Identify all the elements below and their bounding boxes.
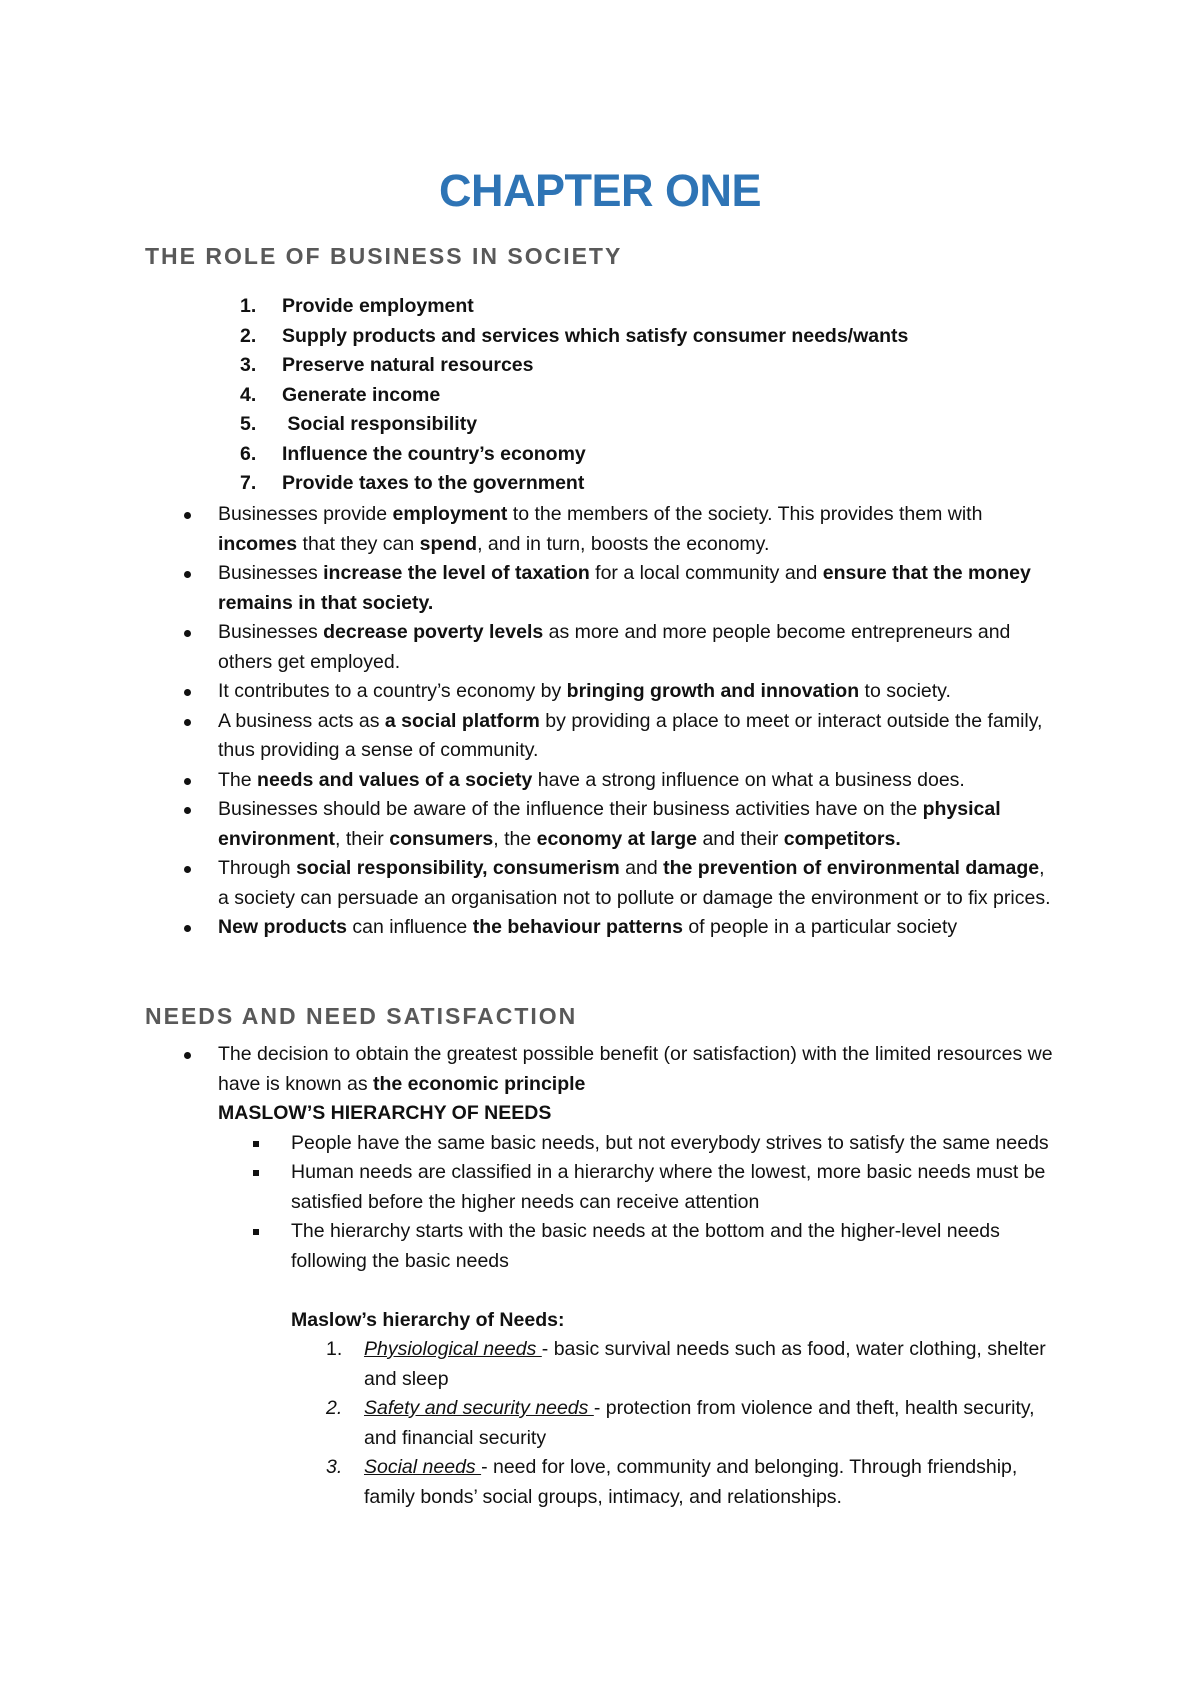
bullet-item (180, 707, 1060, 766)
text-run: Businesses provide (218, 503, 393, 525)
list-number: 1. (240, 295, 257, 317)
maslow-square-list (218, 1129, 1058, 1277)
hierarchy-heading: Maslow’s hierarchy of Needs: (291, 1308, 565, 1331)
list-number: 6. (240, 442, 257, 465)
list-number: 7. (240, 472, 257, 494)
section-heading-role-of-business: THE ROLE OF BUSINESS IN SOCIETY (145, 243, 623, 269)
bullet-icon (184, 1052, 191, 1059)
bullet-icon (184, 807, 191, 814)
bullet-item (180, 618, 1060, 677)
bold-run: New products (218, 916, 347, 938)
list-item (240, 351, 908, 381)
text-run: The hierarchy starts with the basic needs at the bottom and the higher-level needs following the basic needs (291, 1220, 1000, 1272)
text-run: and their (697, 827, 784, 850)
list-item-text: Preserve natural resources (282, 354, 534, 376)
list-item-text: Social responsibility (282, 413, 478, 435)
text-run: , their (335, 827, 390, 850)
bold-run: the prevention of environmental damage (663, 857, 1040, 879)
bold-run: social responsibility, consumerism (296, 857, 620, 879)
list-item (240, 322, 908, 352)
list-number: 3. (326, 1456, 343, 1478)
text-run: , the (493, 827, 537, 850)
maslow-heading: MASLOW’S HIERARCHY OF NEEDS (218, 1102, 552, 1124)
bullet-item (180, 559, 1060, 618)
need-term: Social needs (364, 1456, 482, 1478)
list-number: 3. (240, 354, 257, 376)
text-run: Businesses (218, 621, 324, 643)
bold-run: . (427, 591, 434, 614)
text-run: and (619, 857, 664, 879)
bold-run: incomes (218, 532, 298, 555)
list-number: 4. (240, 383, 257, 406)
bold-run: bringing growth and innovation (566, 680, 860, 702)
bold-run: employment (392, 503, 508, 525)
text-run: A business acts as (218, 709, 385, 732)
bold-run: needs and values of a society (257, 768, 533, 791)
list-item-text: Provide employment (282, 295, 474, 317)
bullet-icon (184, 778, 191, 785)
list-item-text: Influence the country’s economy (282, 442, 586, 465)
text-run: to the members of the society. This provides them with (507, 503, 983, 525)
bullet-item (180, 500, 1060, 559)
text-run: of people in a particular society (682, 916, 958, 938)
list-item (240, 381, 908, 411)
bold-run: spend (419, 532, 478, 555)
square-bullet-icon (253, 1170, 259, 1176)
text-run: that they can (297, 532, 420, 555)
bold-run: the economic principle (373, 1072, 586, 1095)
square-bullet-item (218, 1158, 1058, 1217)
section-heading-needs: NEEDS AND NEED SATISFACTION (145, 1003, 578, 1029)
text-run: Human needs are classified in a hierarchy where the lowest, more basic needs must be satisfied before the higher needs can receive attention (291, 1161, 1046, 1213)
hierarchy-item (291, 1394, 1071, 1453)
text-run: can influence (346, 916, 473, 938)
bold-run: increase the level of taxation (323, 562, 590, 584)
chapter-title: CHAPTER ONE (438, 165, 762, 216)
square-bullet-item (218, 1129, 1058, 1159)
bold-run: consumers (389, 827, 494, 850)
list-item-text: Supply products and services which satisfy consumer needs/wants (282, 324, 909, 347)
list-item (240, 469, 908, 499)
bold-run: decrease poverty levels (323, 621, 544, 643)
list-number: 2. (240, 324, 257, 347)
maslow-hierarchy-list (291, 1335, 1071, 1512)
text-run: by providing a place to meet or interact outside the family, thus providing a sense of community. (218, 709, 1043, 761)
hierarchy-item (291, 1453, 1071, 1512)
text-run: , a society can persuade an organisation not to pollute or damage the environment or to fix prices. (218, 857, 1051, 909)
bullet-icon (184, 719, 191, 726)
bold-run: physical environment (218, 798, 1001, 850)
bold-run: a social platform (384, 709, 540, 732)
text-run: for a local community and (589, 562, 823, 584)
text-run: It contributes to a country’s economy by (218, 680, 567, 702)
bullet-icon (184, 571, 191, 578)
list-number: 2. (326, 1397, 343, 1419)
maslow-hierarchy-block (291, 1306, 1071, 1336)
hierarchy-item (291, 1335, 1071, 1394)
text-run: have a strong influence on what a business does. (532, 768, 965, 791)
text-run: Through (218, 857, 297, 879)
text-run: The decision to obtain the greatest possible benefit (or satisfaction) with the limited resources we have is known as (218, 1043, 1053, 1095)
need-description: - need for love, community and belonging. Through friendship, family bonds’ social groups, intimacy, and relationships. (364, 1456, 1018, 1508)
text-run: Businesses should be aware of the influence their business activities have on the (218, 798, 923, 820)
list-number: 5. (240, 413, 257, 435)
bold-run: competitors. (783, 827, 901, 850)
list-item-text: Generate income (282, 383, 441, 406)
bullet-item (180, 1040, 1060, 1129)
need-description: - basic survival needs such as food, water clothing, shelter and sleep (364, 1338, 1046, 1390)
bullet-icon (184, 512, 191, 519)
bullet-icon (184, 630, 191, 637)
square-bullet-icon (253, 1141, 259, 1147)
role-numbered-list (240, 292, 908, 499)
list-number: 1. (326, 1338, 343, 1360)
bold-run: economy at large (536, 827, 698, 850)
list-item-text: Provide taxes to the government (282, 472, 585, 494)
text-run: , and in turn, boosts the economy. (477, 532, 770, 555)
role-bullet-list (180, 500, 1060, 943)
bullet-item (180, 795, 1060, 854)
need-term: Safety and security needs (364, 1397, 594, 1419)
bullet-item (180, 677, 1060, 707)
needs-bullet-list (180, 1040, 1060, 1129)
text-run: as more and more people become entrepreneurs and others get employed. (218, 621, 1011, 673)
square-bullet-icon (253, 1229, 259, 1235)
text-run: to society. (859, 680, 951, 702)
square-bullet-item (218, 1217, 1058, 1276)
bold-run: ensure that the money remains in that society (218, 562, 1031, 614)
bullet-icon (184, 866, 191, 873)
list-item (240, 440, 908, 470)
bullet-item (180, 766, 1060, 796)
bullet-item (180, 854, 1060, 913)
list-item (240, 410, 908, 440)
bullet-icon (184, 689, 191, 696)
text-run: People have the same basic needs, but not everybody strives to satisfy the same needs (291, 1131, 1049, 1154)
text-run: Businesses (218, 562, 324, 584)
bullet-item (180, 913, 1060, 943)
text-run: The (218, 768, 258, 791)
need-description: - protection from violence and theft, health security, and financial security (364, 1397, 1035, 1449)
need-term: Physiological needs (364, 1338, 542, 1360)
bold-run: the behaviour patterns (472, 916, 683, 938)
bullet-icon (184, 925, 191, 932)
list-item (240, 292, 908, 322)
